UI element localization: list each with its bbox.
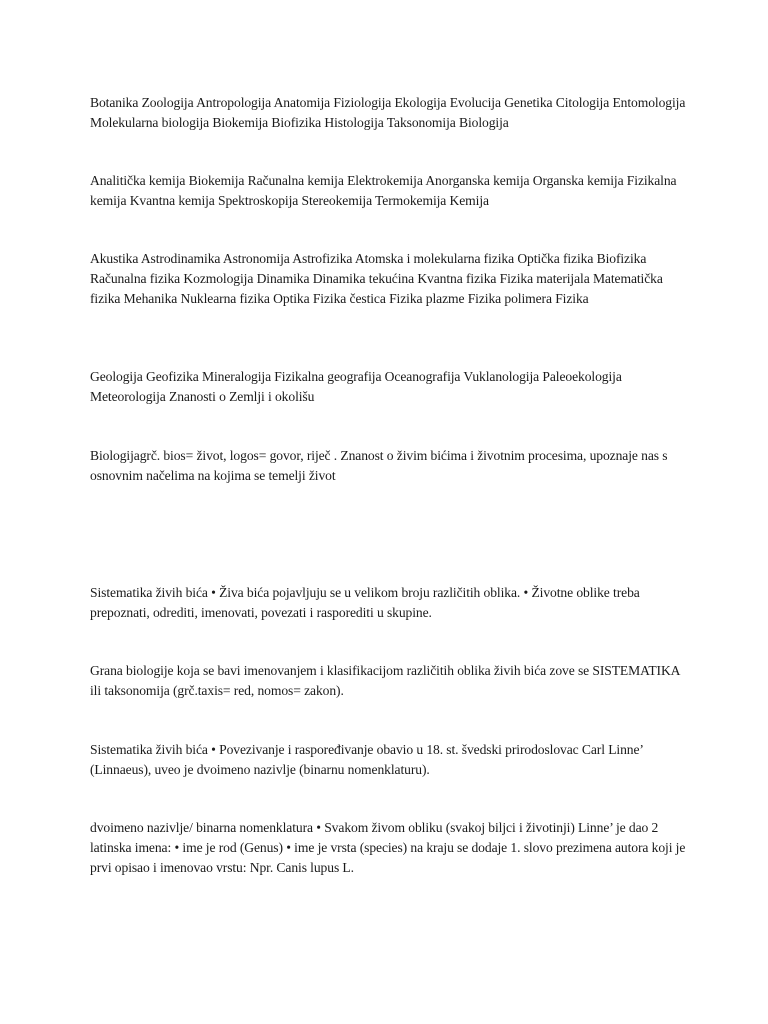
paragraph-systematics-definition: Grana biologije koja se bavi imenovanjem i klasifikacijom različitih oblika živih bića zove se SISTEMATIKA ili taksonomija (grč.taxis= red, nomos= zakon).	[90, 663, 680, 698]
paragraph-chemistry-fields: Analitička kemija Biokemija Računalna kemija Elektrokemija Anorganska kemija Organska kemija Fizikalna kemija Kvantna kemija Spektroskopija Stereokemija Termokemija Kemija	[90, 173, 677, 208]
paragraph-biology-definition: Biologijagrč. bios= život, logos= govor, riječ . Znanost o živim bićima i životnim procesima, upoznaje nas s osnovnim načelima na kojima se temelji život	[90, 448, 668, 483]
paragraph-binomial-nomenclature: dvoimeno nazivlje/ binarna nomenklatura • Svakom živom obliku (svakoj biljci i životinji) Linne’ je dao 2 latinska imena: • ime je rod (Genus) • ime je vrsta (species) na kraju se dodaje 1. slovo prezimena autora koji je prvi opisao i imenovao vrstu: Npr. Canis lupus L.	[90, 820, 686, 875]
paragraph-linnaeus: Sistematika živih bića • Povezivanje i raspoređivanje obavio u 18. st. švedski prirodoslovac Carl Linne’ (Linnaeus), uveo je dvoimeno nazivlje (binarnu nomenklaturu).	[90, 742, 643, 777]
paragraph-physics-fields: Akustika Astrodinamika Astronomija Astrofizika Atomska i molekularna fizika Optička fizika Biofizika Računalna fizika Kozmologija Dinamika Dinamika tekućina Kvantna fizika Fizika materijala Matematička fizika Mehanika Nuklearna fizika Optika Fizika čestica Fizika plazme Fizika polimera Fizika	[90, 251, 663, 306]
paragraph-earth-science-fields: Geologija Geofizika Mineralogija Fizikalna geografija Oceanografija Vuklanologija Paleoekologija Meteorologija Znanosti o Zemlji i okolišu	[90, 369, 622, 404]
paragraph-biology-fields: Botanika Zoologija Antropologija Anatomija Fiziologija Ekologija Evolucija Genetika Citologija Entomologija Molekularna biologija Biokemija Biofizika Histologija Taksonomija Biologija	[90, 95, 686, 130]
paragraph-systematics-intro: Sistematika živih bića • Živa bića pojavljuju se u velikom broju različitih oblika. • Životne oblike treba prepoznati, odrediti, imenovati, povezati i rasporediti u skupine.	[90, 585, 640, 620]
